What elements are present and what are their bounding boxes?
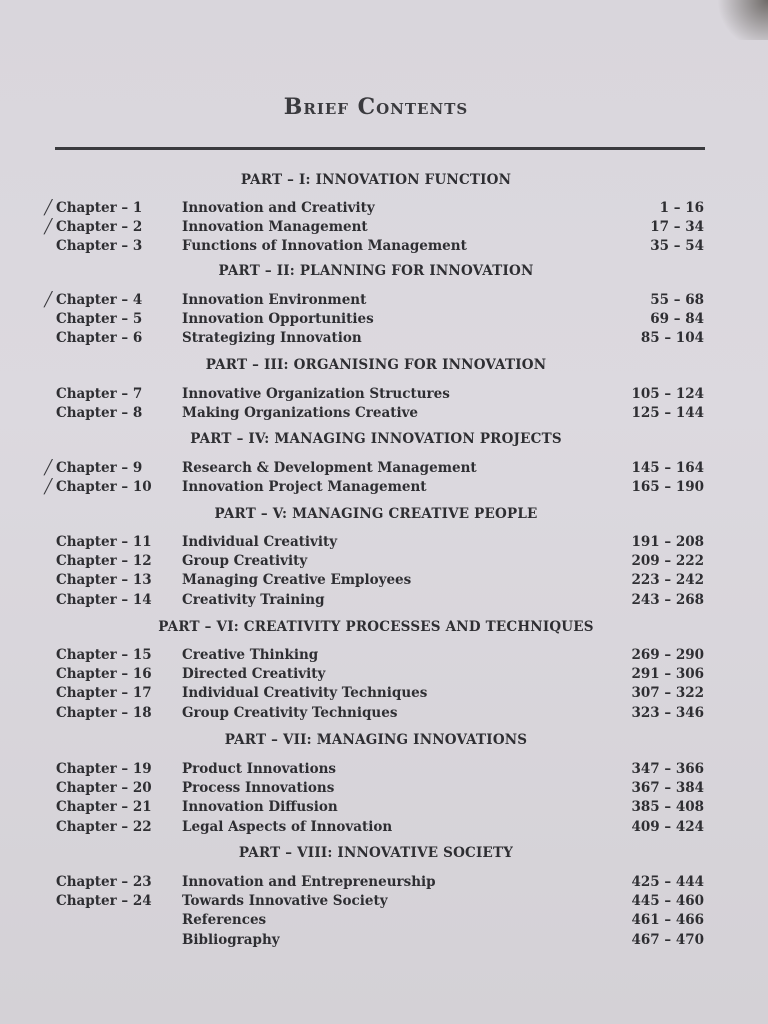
page-title: Brief Contents bbox=[283, 94, 469, 120]
page-range: 445 – 460 bbox=[631, 893, 704, 910]
page-range: 191 – 208 bbox=[631, 534, 704, 550]
chapter-title: Towards Innovative Society bbox=[182, 893, 388, 910]
toc-row bbox=[0, 893, 768, 912]
toc-row bbox=[0, 705, 768, 724]
chapter-number: Chapter – 23 bbox=[56, 874, 152, 890]
page-range: 323 – 346 bbox=[631, 704, 704, 721]
pen-tick-mark: ╱ bbox=[44, 219, 53, 236]
chapter-number: Chapter – 15 bbox=[56, 647, 152, 663]
chapter-number: Chapter – 9 bbox=[56, 460, 143, 476]
page-range: 307 – 322 bbox=[631, 685, 704, 702]
chapter-title: Innovation Opportunities bbox=[182, 311, 374, 328]
page-range: 105 – 124 bbox=[631, 386, 704, 402]
chapter-number: Chapter – 2 bbox=[56, 219, 143, 236]
toc-row bbox=[0, 780, 768, 799]
chapter-number: Chapter – 22 bbox=[56, 818, 152, 835]
part-heading: PART – IV: MANAGING INNOVATION PROJECTS bbox=[190, 431, 562, 447]
toc-row bbox=[0, 761, 768, 780]
toc-row bbox=[0, 330, 768, 349]
page-range: 385 – 408 bbox=[631, 799, 704, 816]
chapter-title: Making Organizations Creative bbox=[182, 405, 419, 422]
chapter-title: Process Innovations bbox=[182, 780, 335, 797]
chapter-number: Chapter – 14 bbox=[56, 591, 152, 608]
part-heading: PART – V: MANAGING CREATIVE PEOPLE bbox=[214, 506, 538, 522]
toc-row bbox=[0, 647, 768, 666]
toc-row bbox=[0, 311, 768, 330]
page-range: 347 – 366 bbox=[631, 761, 704, 777]
chapter-title: Innovation Project Management bbox=[182, 479, 427, 496]
toc-row bbox=[0, 819, 768, 838]
part-heading: PART – VI: CREATIVITY PROCESSES AND TECHNIQUES bbox=[158, 619, 594, 635]
pen-tick-mark: ╱ bbox=[44, 479, 53, 496]
chapter-number: Chapter – 1 bbox=[56, 200, 143, 216]
toc-row bbox=[0, 238, 768, 257]
toc-row bbox=[0, 534, 768, 553]
page-range: 461 – 466 bbox=[631, 912, 704, 929]
part-heading: PART – III: ORGANISING FOR INNOVATION bbox=[205, 357, 547, 373]
page-range: 125 – 144 bbox=[631, 405, 704, 422]
toc-row bbox=[0, 479, 768, 498]
toc-row bbox=[0, 405, 768, 424]
chapter-title: Strategizing Innovation bbox=[182, 330, 362, 347]
page-range: 425 – 444 bbox=[631, 874, 704, 890]
chapter-title: Innovation and Creativity bbox=[182, 200, 375, 216]
page-range: 367 – 384 bbox=[631, 780, 704, 797]
page-range: 269 – 290 bbox=[631, 647, 704, 663]
toc-row bbox=[0, 592, 768, 611]
pen-tick-mark: ╱ bbox=[44, 460, 53, 476]
chapter-title: Innovation Diffusion bbox=[182, 799, 338, 816]
chapter-title: Group Creativity Techniques bbox=[182, 704, 398, 721]
chapter-number: Chapter – 17 bbox=[56, 685, 152, 702]
toc-row bbox=[0, 219, 768, 238]
chapter-number: Chapter – 7 bbox=[56, 386, 143, 402]
pen-tick-mark: ╱ bbox=[44, 292, 53, 308]
chapter-title: Legal Aspects of Innovation bbox=[182, 818, 393, 835]
chapter-number: Chapter – 16 bbox=[56, 666, 152, 683]
chapter-number: Chapter – 12 bbox=[56, 553, 152, 570]
chapter-number: Chapter – 6 bbox=[56, 330, 143, 347]
page-range: 467 – 470 bbox=[631, 931, 704, 948]
toc-row bbox=[0, 799, 768, 818]
part-heading: PART – VII: MANAGING INNOVATIONS bbox=[224, 732, 528, 748]
chapter-number: Chapter – 13 bbox=[56, 572, 152, 589]
toc-row bbox=[0, 572, 768, 591]
chapter-number: Chapter – 20 bbox=[56, 780, 152, 797]
toc-row bbox=[0, 200, 768, 219]
part-heading: PART – I: INNOVATION FUNCTION bbox=[240, 172, 512, 188]
page-range: 17 – 34 bbox=[650, 219, 704, 236]
chapter-title: Functions of Innovation Management bbox=[182, 238, 467, 255]
chapter-title: Bibliography bbox=[182, 931, 280, 948]
toc-row bbox=[0, 386, 768, 405]
chapter-number: Chapter – 21 bbox=[56, 799, 152, 816]
chapter-title: Individual Creativity bbox=[182, 534, 338, 550]
chapter-title: Innovation Environment bbox=[182, 292, 367, 308]
chapter-number: Chapter – 11 bbox=[56, 534, 152, 550]
toc-row bbox=[0, 874, 768, 893]
page-range: 223 – 242 bbox=[631, 572, 704, 589]
chapter-title: Individual Creativity Techniques bbox=[182, 685, 428, 702]
chapter-title: Product Innovations bbox=[182, 761, 337, 777]
page-range: 69 – 84 bbox=[650, 311, 704, 328]
page-range: 409 – 424 bbox=[631, 818, 704, 835]
chapter-title: Creative Thinking bbox=[182, 647, 319, 663]
chapter-number: Chapter – 24 bbox=[56, 893, 152, 910]
page-range: 85 – 104 bbox=[640, 330, 704, 347]
page-range: 291 – 306 bbox=[631, 666, 704, 683]
page-shadow bbox=[708, 0, 768, 40]
page-range: 209 – 222 bbox=[631, 553, 704, 570]
chapter-title: Innovation and Entrepreneurship bbox=[182, 874, 436, 890]
chapter-number: Chapter – 3 bbox=[56, 238, 143, 255]
chapter-title: Managing Creative Employees bbox=[182, 572, 412, 589]
title-rule bbox=[55, 147, 705, 150]
toc-row bbox=[0, 553, 768, 572]
chapter-title: Research & Development Management bbox=[182, 460, 477, 476]
page-range: 35 – 54 bbox=[650, 238, 704, 255]
part-heading: PART – VIII: INNOVATIVE SOCIETY bbox=[238, 845, 514, 861]
chapter-title: Innovation Management bbox=[182, 219, 368, 236]
chapter-number: Chapter – 8 bbox=[56, 405, 143, 422]
chapter-title: Creativity Training bbox=[182, 591, 325, 608]
toc-row bbox=[0, 912, 768, 931]
chapter-title: Group Creativity bbox=[182, 553, 308, 570]
toc-row bbox=[0, 460, 768, 479]
chapter-number: Chapter – 4 bbox=[56, 292, 143, 308]
page-range: 165 – 190 bbox=[631, 479, 704, 496]
chapter-title: References bbox=[182, 912, 267, 929]
page-range: 1 – 16 bbox=[659, 200, 704, 216]
toc-row bbox=[0, 292, 768, 311]
chapter-number: Chapter – 10 bbox=[56, 479, 152, 496]
chapter-number: Chapter – 5 bbox=[56, 311, 143, 328]
pen-tick-mark: ╱ bbox=[44, 200, 53, 216]
toc-row bbox=[0, 666, 768, 685]
part-heading: PART – II: PLANNING FOR INNOVATION bbox=[218, 263, 534, 279]
toc-row bbox=[0, 932, 768, 951]
chapter-title: Directed Creativity bbox=[182, 666, 326, 683]
chapter-number: Chapter – 19 bbox=[56, 761, 152, 777]
toc-row bbox=[0, 685, 768, 704]
chapter-number: Chapter – 18 bbox=[56, 704, 152, 721]
page-range: 145 – 164 bbox=[631, 460, 704, 476]
page-range: 243 – 268 bbox=[631, 591, 704, 608]
chapter-title: Innovative Organization Structures bbox=[182, 386, 450, 402]
page-range: 55 – 68 bbox=[650, 292, 704, 308]
